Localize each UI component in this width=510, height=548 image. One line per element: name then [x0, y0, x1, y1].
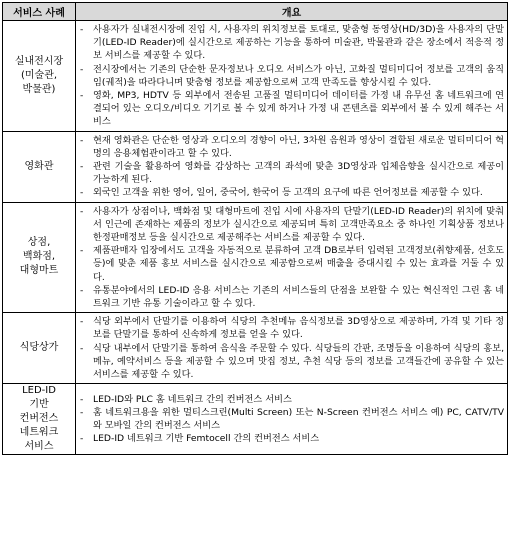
bullet-text: 식당 외부에서 단말기를 이용하여 식당의 추천메뉴 음식정보를 3D영상으로 제공하며, 가격 및 기타 정보를 단말기를 통하여 신속하게 정보를 얻을 수 있다.	[93, 316, 504, 341]
overview-bullet-item	[78, 186, 504, 199]
service-category-label: (미술관,	[20, 69, 58, 81]
overview-bullet-item	[78, 406, 504, 432]
overview-bullet-item	[78, 89, 504, 129]
overview-bullet-item	[78, 160, 504, 186]
service-overview-cell	[76, 313, 508, 384]
bullet-dash: -	[80, 90, 84, 102]
service-overview-cell	[76, 21, 508, 132]
overview-bullet-item	[78, 342, 504, 382]
service-category-label: LED-ID	[22, 385, 56, 397]
overview-bullet-item	[78, 284, 504, 310]
bullet-dash: -	[80, 342, 84, 354]
table-body	[3, 21, 508, 455]
bullet-text: 제품판매자 입장에서도 고객을 자동적으로 분류하여 고객 DB로부터 입력된 고객정보(취향제품, 선호도 등)에 맞춘 제품 홍보 서비스를 실시간으로 제공함으로써 매출을 증대시킬 수 있는 효과를 거둘 수 있다.	[93, 245, 504, 283]
bullet-text: 전시장에서는 기존의 단순한 문자정보나 오디오 서비스가 아닌, 고화질 멀티미디어 정보를 고객의 움직임(궤적)을 따라다니며 맞춤형 정보를 제공함으로써 고객 만족도를 향상시킬 수 있다.	[93, 63, 504, 88]
service-overview-cell	[76, 384, 508, 455]
service-category-label: 네트워크	[19, 427, 59, 439]
service-overview-cell	[76, 202, 508, 313]
service-category-label: 백화점,	[22, 251, 56, 263]
service-category-cell	[3, 202, 76, 313]
table-row	[3, 21, 508, 132]
bullet-text: 사용자가 상점이나, 백화점 및 대형마트에 진입 시에 사용자의 단말기(LED-ID Reader)의 위치에 맞춰서 인근에 존재하는 제품의 정보가 실시간으로 제공되며 특히 고객만족요소 중 하나인 기획상품 정보나 한정판매정보 등을 실시간으로 제공해주는 서비스를 제공할 수 있다.	[93, 205, 504, 244]
bullet-dash: -	[80, 433, 84, 445]
header-overview: 개요	[76, 3, 508, 21]
bullet-text: 유통분야에서의 LED-ID 응용 서비스는 기존의 서비스들의 단점을 보완할 수 있는 혁신적인 그린 홈 네트워크 기반 유통 기술이라고 할 수 있다.	[93, 284, 504, 310]
service-category-label: 식당상가	[19, 342, 59, 354]
bullet-text: 관련 기술을 활용하여 영화를 감상하는 고객의 좌석에 맞춘 3D영상과 입체음향을 실시간으로 제공이 가능하게 된다.	[93, 161, 504, 186]
bullet-dash: -	[80, 205, 84, 217]
bullet-text: 사용자가 실내전시장에 진입 시, 사용자의 위치정보를 토대로, 맞춤형 동영상(HD/3D)을 사용자의 단말기(LED-ID Reader)에 실시간으로 제공하는 기능을 통하여 미술관, 박물관과 같은 장소에서 적응적 정보 서비스를 제공할 수 있다.	[93, 24, 504, 62]
bullet-dash: -	[80, 161, 84, 173]
bullet-dash: -	[80, 24, 84, 35]
service-category-label: 실내전시장	[14, 55, 64, 67]
service-category-label: 박물관)	[22, 83, 56, 95]
bullet-text: LED-ID 네트워크 기반 Femtocell 간의 컨버전스 서비스	[93, 433, 320, 445]
service-category-label: 서비스	[24, 441, 54, 453]
header-category: 서비스 사례	[3, 3, 76, 21]
service-category-label: 영화관	[24, 160, 54, 172]
service-category-label: 컨버전스	[19, 413, 59, 425]
overview-bullet-item	[78, 23, 504, 63]
bullet-dash: -	[80, 63, 84, 75]
overview-bullet-item	[78, 63, 504, 89]
service-category-cell	[3, 384, 76, 455]
overview-bullet-item	[78, 432, 504, 445]
table-row	[3, 313, 508, 384]
overview-bullet-item	[78, 315, 504, 341]
service-table-container	[2, 2, 508, 455]
bullet-dash: -	[80, 134, 84, 146]
bullet-dash: -	[80, 393, 84, 405]
overview-bullet-item	[78, 244, 504, 284]
overview-bullet-item	[78, 393, 504, 406]
bullet-text: 외국인 고객을 위한 영어, 일어, 중국어, 한국어 등 고객의 요구에 따른 언어정보를 제공할 수 있다.	[93, 187, 483, 199]
overview-bullet-item	[78, 205, 504, 245]
service-category-cell	[3, 313, 76, 384]
table-row	[3, 131, 508, 202]
table-row	[3, 202, 508, 313]
bullet-text: LED-ID와 PLC 홈 네트워크 간의 컨버전스 서비스	[93, 393, 292, 405]
overview-bullet-item	[78, 134, 504, 160]
bullet-dash: -	[80, 407, 84, 419]
service-category-cell	[3, 131, 76, 202]
bullet-dash: -	[80, 284, 84, 296]
bullet-text: 현재 영화관은 단순한 영상과 오디오의 경향이 아닌, 3차원 음원과 영상이 결합된 새로운 멀티미디어 혁명의 응용체험관이라고 할 수 있다.	[93, 134, 504, 159]
bullet-dash: -	[80, 245, 84, 257]
table-row	[3, 384, 508, 455]
service-category-label: 기반	[29, 399, 49, 411]
bullet-dash: -	[80, 187, 84, 199]
service-category-cell	[3, 21, 76, 132]
header-row	[3, 3, 508, 21]
service-table	[2, 2, 508, 455]
bullet-text: 홈 네트워크용을 위한 멀티스크린(Multi Screen) 또는 N-Screen 컨버전스 서비스 예) PC, CATV/TV와 모바일 간의 컨버전스 서비스	[93, 407, 504, 432]
service-category-label: 대형마트	[19, 265, 59, 277]
service-category-label: 상점,	[27, 237, 51, 249]
service-overview-cell	[76, 131, 508, 202]
bullet-dash: -	[80, 316, 84, 328]
bullet-text: 영화, MP3, HDTV 등 외부에서 전송된 고품질 멀티미디어 데이터를 가정 내 유무선 홈 네트워크에 연결되어 있는 오디오/비디오 기기로 볼 수 있게 하거나 가정 내 콘텐츠를 외부에서 볼 수 있게 해주는 서비스	[93, 90, 504, 128]
bullet-text: 식당 내부에서 단말기를 통하여 음식을 주문할 수 있다. 식당들의 간판, 조명등을 이용하여 식당의 홍보, 메뉴, 예약서비스 등을 제공할 수 있으며 맛집 정보, 추천 식당 등의 정보를 고객들간에 공유할 수 있는 서비스를 제공할 수 있다.	[93, 342, 504, 381]
